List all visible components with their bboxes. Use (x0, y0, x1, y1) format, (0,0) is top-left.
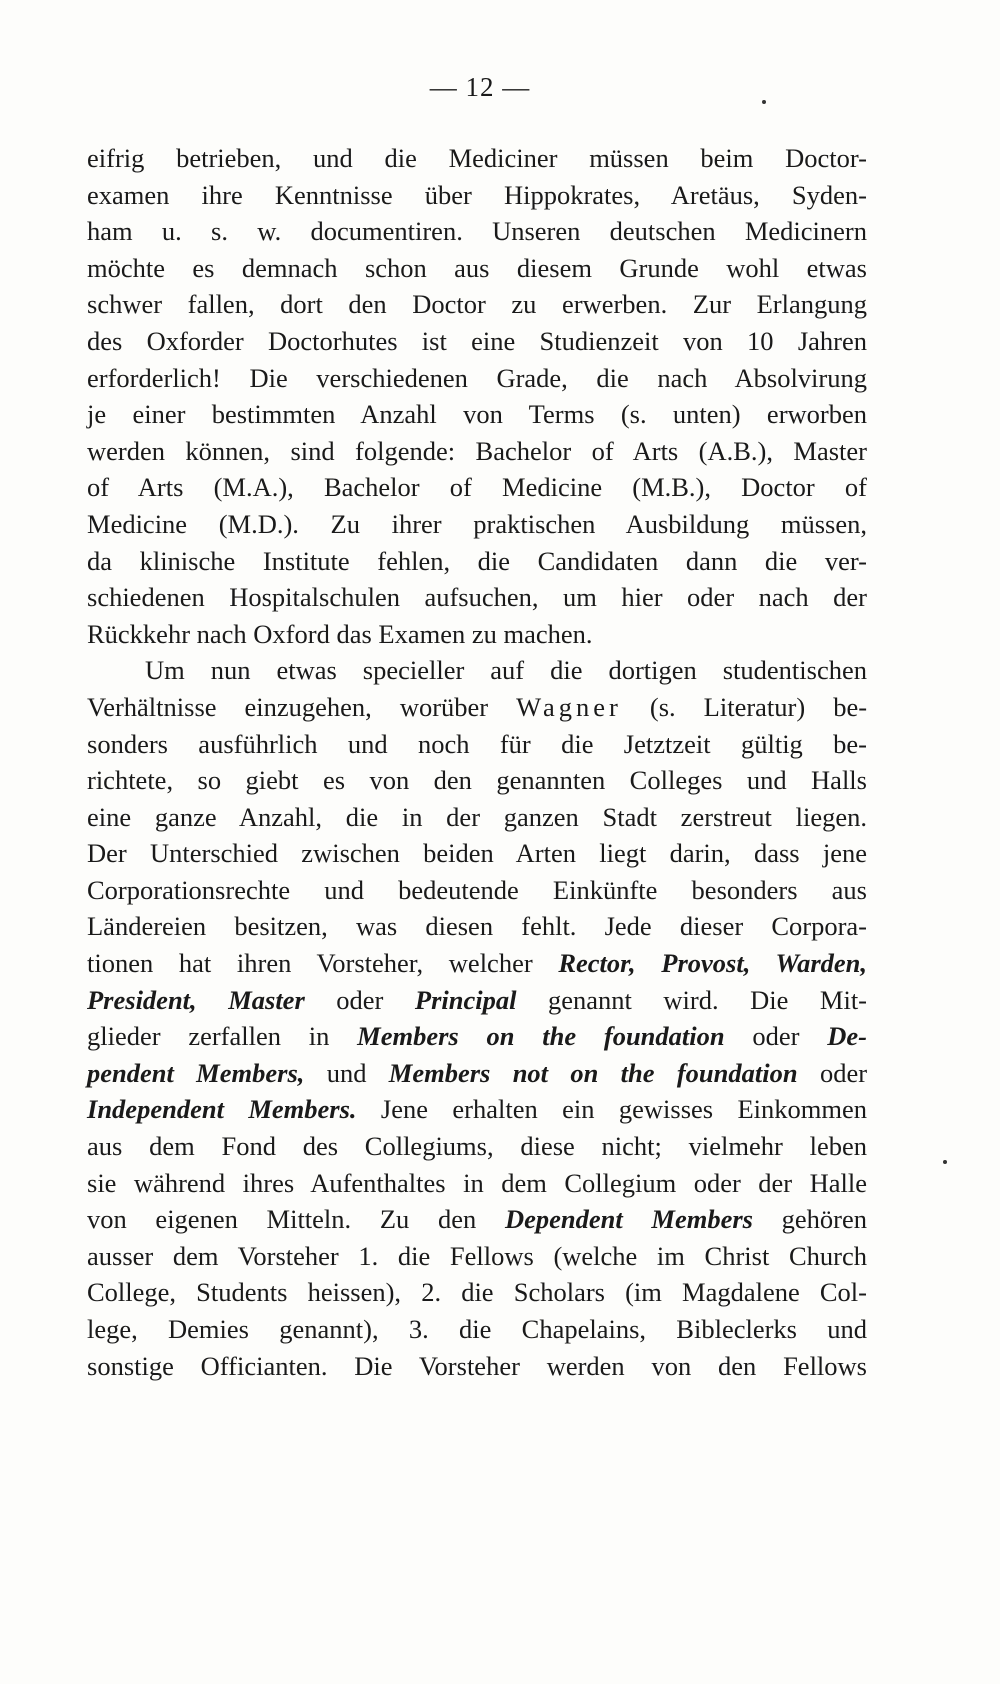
text-line (87, 1091, 867, 1128)
author-name: Wagner (516, 691, 622, 722)
text-line: of Arts (M.A.), Bachelor of Medicine (M.B.), Doctor of (87, 472, 867, 503)
italic-term: Rector, Provost, Warden, (558, 948, 868, 979)
text-line: sie während ihres Aufenthaltes in dem Collegium oder der Halle (87, 1167, 867, 1198)
text-line: Corporationsrechte und bedeutende Einkünfte besonders aus (87, 874, 867, 905)
italic-term: Dependent Members (504, 1204, 753, 1235)
text-line: Der Unterschied zwischen beiden Arten liegt darin, dass jene (87, 838, 867, 869)
text-line: möchte es demnach schon aus diesem Grunde wohl etwas (87, 252, 867, 283)
text-line: richtete, so giebt es von den genannten Colleges und Halls (87, 765, 867, 796)
text-line: Rückkehr nach Oxford das Examen zu machen. (87, 618, 593, 649)
text-run: Verhältnisse einzugehen, worüber (87, 691, 489, 722)
text-line: je einer bestimmten Anzahl von Terms (s. unten) erworben (87, 399, 867, 430)
italic-term: Independent Members. (87, 1094, 357, 1125)
text-line: des Oxforder Doctorhutes ist eine Studienzeit von 10 Jahren (87, 325, 867, 356)
text-line: schwer fallen, dort den Doctor zu erwerben. Zur Erlangung (87, 289, 867, 320)
text-run: oder (752, 1021, 800, 1052)
text-line (87, 1055, 867, 1092)
text-line: sonstige Officianten. Die Vorsteher werden von den Fellows (87, 1350, 867, 1381)
text-line: examen ihre Kenntnisse über Hippokrates, Aretäus, Syden- (87, 179, 867, 210)
text-line: Um nun etwas specieller auf die dortigen studentischen (145, 655, 867, 686)
text-run: tionen hat ihren Vorsteher, welcher (87, 948, 533, 979)
body-text (87, 140, 867, 1384)
italic-term: Members on the foundation (357, 1021, 725, 1052)
text-run: gehören (781, 1204, 868, 1235)
text-line: sonders ausführlich und noch für die Jetztzeit gültig be- (87, 728, 867, 759)
italic-term: pendent Members, (87, 1057, 305, 1088)
page-number: — 12 — (429, 72, 531, 102)
text-line: ausser dem Vorsteher 1. die Fellows (welche im Christ Church (87, 1240, 867, 1271)
text-line: Medicine (M.D.). Zu ihrer praktischen Ausbildung müssen, (87, 508, 867, 539)
text-run: glieder zerfallen in (87, 1021, 330, 1052)
text-line: ham u. s. w. documentiren. Unseren deutschen Medicinern (87, 216, 867, 247)
text-line: College, Students heissen), 2. die Scholars (im Magdalene Col- (87, 1277, 867, 1308)
italic-term: Principal (414, 984, 517, 1015)
text-run: oder (819, 1057, 868, 1088)
text-line: eifrig betrieben, und die Mediciner müssen beim Doctor- (87, 143, 867, 173)
italic-term: De- (827, 1021, 867, 1052)
print-speck (762, 100, 766, 104)
print-speck (943, 1160, 947, 1164)
text-run: Jene erhalten ein gewisses Einkommen (380, 1094, 868, 1125)
text-line: werden können, sind folgende: Bachelor of Arts (A.B.), Master (87, 435, 867, 466)
italic-term: President, Master (87, 984, 305, 1015)
text-line: Ländereien besitzen, was diesen fehlt. Jede dieser Corpora- (87, 911, 867, 942)
text-line: eine ganze Anzahl, die in der ganzen Stadt zerstreut liegen. (87, 801, 867, 832)
text-line (87, 689, 867, 726)
text-line (87, 1201, 867, 1238)
text-line: schiedenen Hospitalschulen aufsuchen, um hier oder nach der (87, 582, 867, 613)
italic-term: Members not on the foundation (388, 1057, 798, 1088)
text-line: lege, Demies genannt), 3. die Chapelains, Bibleclerks und (87, 1314, 867, 1344)
text-line (87, 1018, 867, 1055)
text-line: da klinische Institute fehlen, die Candidaten dann die ver- (87, 545, 867, 576)
text-run: (s. Literatur) be- (649, 691, 868, 722)
text-line (87, 945, 867, 982)
text-line: erforderlich! Die verschiedenen Grade, die nach Absolvirung (87, 362, 867, 393)
text-run: genannt wird. Die Mit- (548, 984, 868, 1015)
text-run: und (326, 1057, 367, 1088)
text-line (87, 982, 867, 1019)
text-run: oder (336, 984, 384, 1015)
text-line: aus dem Fond des Collegiums, diese nicht; vielmehr leben (87, 1131, 867, 1162)
text-run: von eigenen Mitteln. Zu den (87, 1204, 477, 1235)
